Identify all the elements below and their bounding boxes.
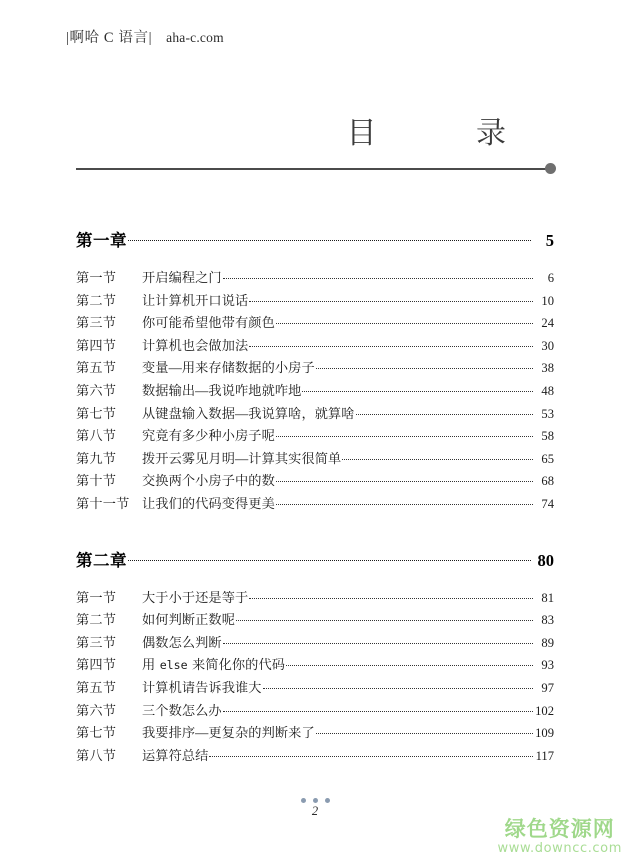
page-footer bbox=[0, 798, 630, 818]
section-entry[interactable] bbox=[76, 335, 554, 358]
dot-leader bbox=[128, 549, 531, 566]
section-entry[interactable] bbox=[76, 722, 554, 745]
section-label: 第四节 bbox=[76, 657, 117, 673]
section-label: 第二节 bbox=[76, 612, 117, 628]
chapter-entry[interactable] bbox=[76, 548, 554, 574]
title-divider-dot bbox=[545, 163, 556, 174]
section-page-number: 48 bbox=[541, 383, 554, 398]
section-entry[interactable] bbox=[76, 700, 554, 723]
section-label: 第六节 bbox=[76, 382, 117, 398]
dot-leader bbox=[286, 656, 533, 669]
dot-leader bbox=[316, 359, 533, 372]
watermark bbox=[497, 817, 622, 856]
dot-leader bbox=[223, 269, 533, 282]
chapter-label: 第二章 bbox=[76, 550, 127, 570]
section-page-number: 30 bbox=[541, 338, 554, 353]
section-title: 计算机请告诉我谁大 bbox=[142, 679, 262, 695]
section-title: 从键盘输入数据—我说算啥，就算啥 bbox=[142, 405, 355, 421]
section-title: 计算机也会做加法 bbox=[142, 337, 249, 353]
title-divider bbox=[76, 168, 546, 170]
section-label: 第七节 bbox=[76, 725, 117, 741]
section-entry[interactable] bbox=[76, 493, 554, 516]
section-label: 第二节 bbox=[76, 292, 117, 308]
section-page-number: 81 bbox=[541, 590, 554, 605]
section-label: 第五节 bbox=[76, 679, 117, 695]
dot-leader bbox=[276, 427, 533, 440]
dot-leader bbox=[209, 747, 533, 760]
section-entry[interactable] bbox=[76, 380, 554, 403]
chapter-block bbox=[76, 228, 554, 516]
section-entry[interactable] bbox=[76, 312, 554, 335]
dot-leader bbox=[236, 611, 533, 624]
chapter-entry[interactable] bbox=[76, 228, 554, 254]
section-label: 第一节 bbox=[76, 270, 117, 285]
dot-leader bbox=[276, 314, 533, 327]
dot-leader bbox=[316, 724, 533, 737]
section-title: 让计算机开口说话 bbox=[142, 292, 249, 308]
dot-leader bbox=[249, 291, 533, 304]
footer-dot bbox=[325, 798, 330, 803]
section-label: 第六节 bbox=[76, 702, 117, 718]
section-page-number: 83 bbox=[541, 613, 554, 628]
section-page-number: 65 bbox=[541, 451, 554, 466]
section-label: 第三节 bbox=[76, 315, 117, 331]
dot-leader bbox=[263, 679, 533, 692]
dot-leader bbox=[249, 588, 533, 601]
section-page-number: 97 bbox=[541, 680, 554, 695]
section-label: 第七节 bbox=[76, 405, 117, 421]
dot-leader bbox=[223, 634, 533, 647]
section-title: 开启编程之门 bbox=[142, 270, 222, 285]
section-entry[interactable] bbox=[76, 357, 554, 380]
section-page-number: 68 bbox=[541, 474, 554, 489]
section-page-number: 10 bbox=[541, 293, 554, 308]
section-entry[interactable] bbox=[76, 587, 554, 610]
section-label: 第三节 bbox=[76, 634, 117, 650]
dot-leader bbox=[356, 404, 533, 417]
section-entry[interactable] bbox=[76, 448, 554, 471]
section-page-number: 58 bbox=[541, 429, 554, 444]
section-page-number: 89 bbox=[541, 635, 554, 650]
dot-leader bbox=[276, 472, 533, 485]
section-entry[interactable] bbox=[76, 745, 554, 768]
section-page-number: 102 bbox=[535, 703, 554, 718]
section-title: 拨开云雾见月明—计算其实很简单 bbox=[142, 450, 342, 466]
section-entry[interactable] bbox=[76, 654, 554, 677]
dot-leader bbox=[223, 701, 533, 714]
section-entry[interactable] bbox=[76, 632, 554, 655]
section-page-number: 24 bbox=[541, 316, 554, 331]
running-header bbox=[66, 26, 224, 47]
section-entry[interactable] bbox=[76, 677, 554, 700]
section-title: 大于小于还是等于 bbox=[142, 589, 249, 605]
section-title: 变量—用来存储数据的小房子 bbox=[142, 360, 315, 376]
section-page-number: 6 bbox=[547, 271, 554, 285]
dot-leader bbox=[342, 450, 533, 463]
footer-dot bbox=[313, 798, 318, 803]
dot-leader bbox=[302, 382, 533, 395]
section-entry[interactable] bbox=[76, 403, 554, 426]
section-label: 第一节 bbox=[76, 589, 117, 605]
dot-leader bbox=[128, 230, 531, 247]
watermark-site-name: 绿色资源网 bbox=[504, 817, 615, 841]
section-title: 让我们的代码变得更美 bbox=[142, 495, 275, 511]
section-entry[interactable] bbox=[76, 267, 554, 290]
footer-dot-ornament bbox=[0, 798, 630, 803]
section-title: 如何判断正数呢 bbox=[142, 612, 236, 628]
section-label: 第五节 bbox=[76, 360, 117, 376]
header-book-title: |啊哈 C 语言| bbox=[66, 30, 153, 46]
section-title: 三个数怎么办 bbox=[142, 702, 222, 718]
section-label: 第九节 bbox=[76, 450, 117, 466]
section-label: 第八节 bbox=[76, 747, 117, 763]
section-entry[interactable] bbox=[76, 470, 554, 493]
section-page-number: 74 bbox=[541, 496, 554, 511]
section-label: 第十节 bbox=[76, 473, 117, 489]
section-title: 运算符总结 bbox=[142, 747, 209, 763]
section-page-number: 93 bbox=[541, 658, 554, 673]
page-title: 目 录 bbox=[346, 117, 552, 150]
section-title: 我要排序—更复杂的判断来了 bbox=[142, 725, 315, 741]
dot-leader bbox=[276, 495, 533, 508]
chapter-block bbox=[76, 548, 554, 768]
section-page-number: 38 bbox=[541, 361, 554, 376]
footer-dot bbox=[301, 798, 306, 803]
section-page-number: 117 bbox=[535, 748, 554, 763]
dot-leader bbox=[249, 337, 533, 350]
section-title: 用 else 来简化你的代码 bbox=[142, 657, 286, 673]
toc-list bbox=[76, 228, 554, 767]
section-title: 数据输出—我说咋地就咋地 bbox=[142, 382, 302, 398]
section-title: 你可能希望他带有颜色 bbox=[142, 315, 275, 331]
header-site-url: aha-c.com bbox=[166, 30, 224, 45]
section-page-number: 109 bbox=[535, 726, 554, 741]
section-label: 第八节 bbox=[76, 428, 117, 444]
chapter-page-number: 5 bbox=[545, 231, 554, 250]
section-title: 偶数怎么判断 bbox=[142, 634, 222, 650]
section-page-number: 53 bbox=[541, 406, 554, 421]
section-title: 究竟有多少种小房子呢 bbox=[142, 428, 275, 444]
chapter-page-number: 80 bbox=[537, 550, 554, 570]
section-title-code: else bbox=[159, 658, 188, 673]
page-number: 2 bbox=[311, 804, 319, 818]
section-title: 交换两个小房子中的数 bbox=[142, 473, 275, 489]
section-label: 第四节 bbox=[76, 337, 117, 353]
chapter-label: 第一章 bbox=[76, 231, 127, 250]
section-entry[interactable] bbox=[76, 609, 554, 632]
section-entry[interactable] bbox=[76, 425, 554, 448]
section-entry[interactable] bbox=[76, 290, 554, 313]
watermark-site-url: www.downcc.com bbox=[497, 841, 622, 856]
section-label: 第十一节 bbox=[76, 495, 130, 511]
